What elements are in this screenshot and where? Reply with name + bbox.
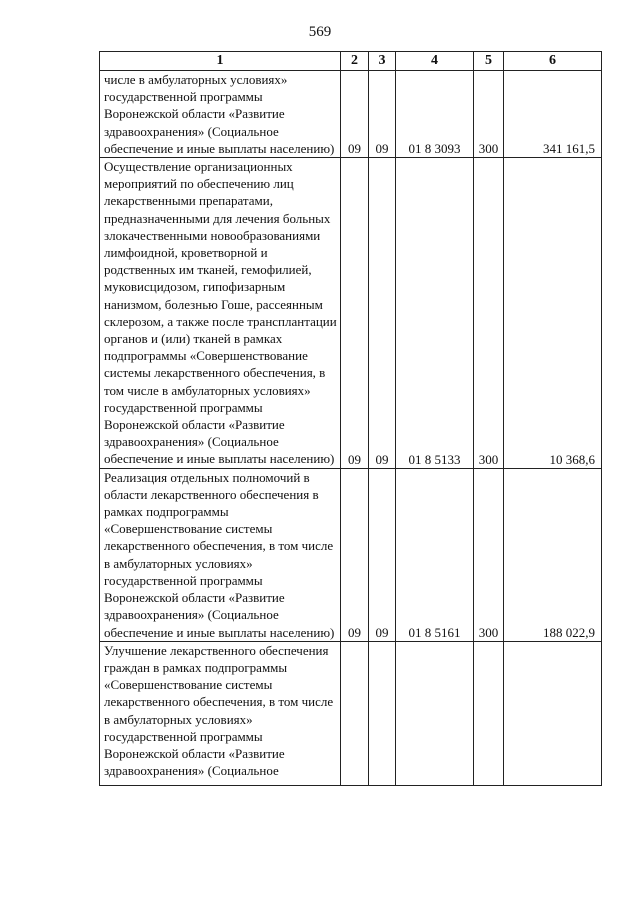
subsection-code: 09 xyxy=(369,468,396,641)
subsection-code: 09 xyxy=(369,71,396,158)
target-article-code: 01 8 5161 xyxy=(396,468,474,641)
table-row xyxy=(100,641,602,786)
section-code: 09 xyxy=(341,71,369,158)
amount: 341 161,5 xyxy=(504,71,602,158)
target-article-code: 01 8 5133 xyxy=(396,158,474,469)
column-header-2: 2 xyxy=(341,52,369,71)
section-code xyxy=(341,641,369,786)
target-article-code: 01 8 3093 xyxy=(396,71,474,158)
amount: 10 368,6 xyxy=(504,158,602,469)
target-article-code xyxy=(396,641,474,786)
table-row xyxy=(100,158,602,469)
subsection-code: 09 xyxy=(369,158,396,469)
row-description: числе в амбулаторных условиях» государственной программы Воронежской области «Развитие здравоохранения» (Социальное обеспечение и иные выплаты населению) xyxy=(100,71,341,158)
row-description: Улучшение лекарственного обеспечения граждан в рамках подпрограммы «Совершенствование системы лекарственного обеспечения, в том числе в амбулаторных условиях» государственной программы Воронежской области «Развитие здравоохранения» (Социальное xyxy=(100,641,341,786)
row-description: Реализация отдельных полномочий в области лекарственного обеспечения в рамках подпрограммы «Совершенствование системы лекарственного обеспечения, в том числе в амбулаторных условиях» государственной программы Воронежской области «Развитие здравоохранения» (Социальное обеспечение и иные выплаты населению) xyxy=(100,468,341,641)
subsection-code xyxy=(369,641,396,786)
section-code: 09 xyxy=(341,468,369,641)
expense-type-code: 300 xyxy=(474,158,504,469)
header-row xyxy=(100,52,602,71)
column-header-4: 4 xyxy=(396,52,474,71)
section-code: 09 xyxy=(341,158,369,469)
amount xyxy=(504,641,602,786)
amount: 188 022,9 xyxy=(504,468,602,641)
row-description: Осуществление организационных мероприятий по обеспечению лиц лекарственными препаратами, предназначенными для лечения больных злокачественными новообразованиями лимфоидной, кроветворной и родственных им тканей, гемофилией, муковисцидозом, гипофизарным нанизмом, болезнью Гоше, рассеянным склерозом, а также после трансплантации органов и (или) тканей в рамках подпрограммы «Совершенствование системы лекарственного обеспечения, в том числе в амбулаторных условиях» государственной программы Воронежской области «Развитие здравоохранения» (Социальное обеспечение и иные выплаты населению) xyxy=(100,158,341,469)
column-header-1: 1 xyxy=(100,52,341,71)
expense-type-code xyxy=(474,641,504,786)
column-header-3: 3 xyxy=(369,52,396,71)
expense-type-code: 300 xyxy=(474,468,504,641)
budget-table xyxy=(99,51,602,786)
table-row xyxy=(100,71,602,158)
column-header-5: 5 xyxy=(474,52,504,71)
column-header-6: 6 xyxy=(504,52,602,71)
table-row xyxy=(100,468,602,641)
expense-type-code: 300 xyxy=(474,71,504,158)
page-number: 569 xyxy=(308,24,332,40)
